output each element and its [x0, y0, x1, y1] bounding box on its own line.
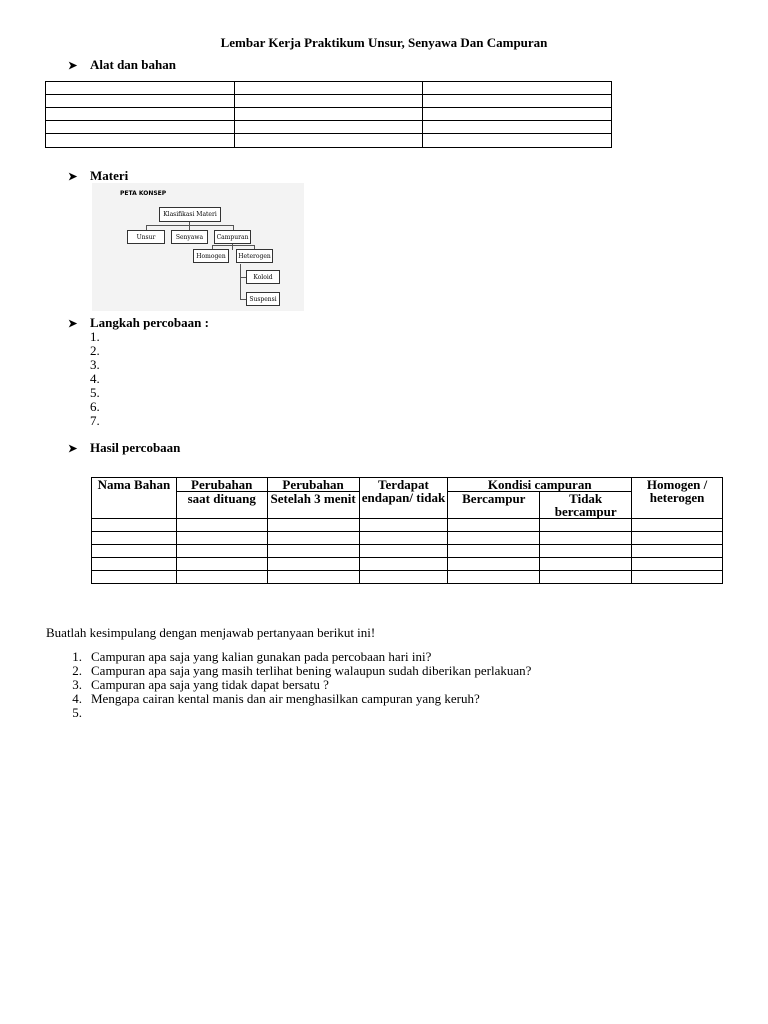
list-item: 4. Mengapa cairan kental manis dan air menghasilkan campuran yang keruh?: [72, 691, 480, 706]
steps-list: [90, 330, 100, 428]
arrow-bullet-icon: ➤: [68, 317, 78, 330]
section-langkah-label: Langkah percobaan :: [90, 315, 209, 330]
conclusion-intro: Buatlah kesimpulang dengan menjawab pertanyaan berikut ini!: [46, 625, 376, 640]
section-materi-label: Materi: [90, 168, 129, 183]
alat-cell: [46, 108, 235, 121]
list-item: 2. Campuran apa saja yang masih terlihat bening walaupun sudah diberikan perlakuan?: [72, 663, 532, 678]
col-header-dituang: saat dituang: [176, 492, 267, 519]
alat-cell: [234, 95, 423, 108]
alat-cell: [46, 95, 235, 108]
concept-map-title: PETA KONSEP: [120, 190, 167, 197]
table-row: [92, 571, 723, 584]
step-item: 2.: [90, 343, 100, 358]
col-header-kondisi: Kondisi campuran: [448, 478, 632, 492]
col-header-homogen: Homogen / heterogen: [632, 478, 723, 519]
alat-cell: [423, 134, 612, 148]
list-item: 5.: [72, 705, 82, 720]
alat-cell: [234, 82, 423, 95]
alat-cell: [423, 82, 612, 95]
table-row: [92, 519, 723, 532]
concept-heterogen: Heterogen: [236, 249, 273, 263]
concept-campuran: Campuran: [214, 230, 251, 244]
alat-cell: [234, 134, 423, 148]
question-list: [46, 650, 726, 720]
alat-cell: [423, 121, 612, 134]
col-header-nama: Nama Bahan: [92, 478, 177, 519]
section-materi: [68, 168, 128, 184]
concept-homogen: Homogen: [193, 249, 229, 263]
concept-root: Klasifikasi Materi: [159, 207, 221, 222]
step-item: 5.: [90, 385, 100, 400]
section-alat-label: Alat dan bahan: [90, 57, 176, 72]
result-table: [91, 477, 723, 584]
step-item: 3.: [90, 357, 100, 372]
alat-table: [45, 81, 612, 148]
section-hasil: [68, 440, 180, 456]
step-item: 7.: [90, 413, 100, 428]
alat-cell: [234, 108, 423, 121]
col-header-bercampur: Bercampur: [448, 492, 540, 519]
step-item: 6.: [90, 399, 100, 414]
arrow-bullet-icon: ➤: [68, 59, 78, 72]
table-row: [92, 558, 723, 571]
conclusion-section: [46, 626, 726, 720]
section-hasil-label: Hasil percobaan: [90, 440, 181, 455]
page-title: Lembar Kerja Praktikum Unsur, Senyawa Dan Campuran: [220, 35, 548, 50]
alat-cell: [46, 121, 235, 134]
alat-cell: [234, 121, 423, 134]
col-header-dituang-1: Perubahan: [176, 478, 267, 492]
table-row: [92, 532, 723, 545]
alat-cell: [423, 108, 612, 121]
col-header-endapan: Terdapat endapan/ tidak: [359, 478, 448, 519]
col-header-setelah: Setelah 3 menit: [267, 492, 359, 519]
concept-map: [92, 183, 304, 311]
concept-koloid: Koloid: [246, 270, 280, 284]
col-header-setelah-1: Perubahan: [267, 478, 359, 492]
col-header-tidak-bercampur: Tidak bercampur: [540, 492, 632, 519]
table-row: [92, 545, 723, 558]
alat-cell: [46, 82, 235, 95]
alat-cell: [423, 95, 612, 108]
alat-cell: [46, 134, 235, 148]
section-alat: [68, 57, 176, 73]
list-item: 1. Campuran apa saja yang kalian gunakan pada percobaan hari ini?: [72, 649, 432, 664]
concept-unsur: Unsur: [127, 230, 165, 244]
arrow-bullet-icon: ➤: [68, 170, 78, 183]
concept-senyawa: Senyawa: [171, 230, 208, 244]
step-item: 4.: [90, 371, 100, 386]
arrow-bullet-icon: ➤: [68, 442, 78, 455]
list-item: 3. Campuran apa saja yang tidak dapat bersatu ?: [72, 677, 329, 692]
step-item: 1.: [90, 329, 100, 344]
concept-suspensi: Suspensi: [246, 292, 280, 306]
